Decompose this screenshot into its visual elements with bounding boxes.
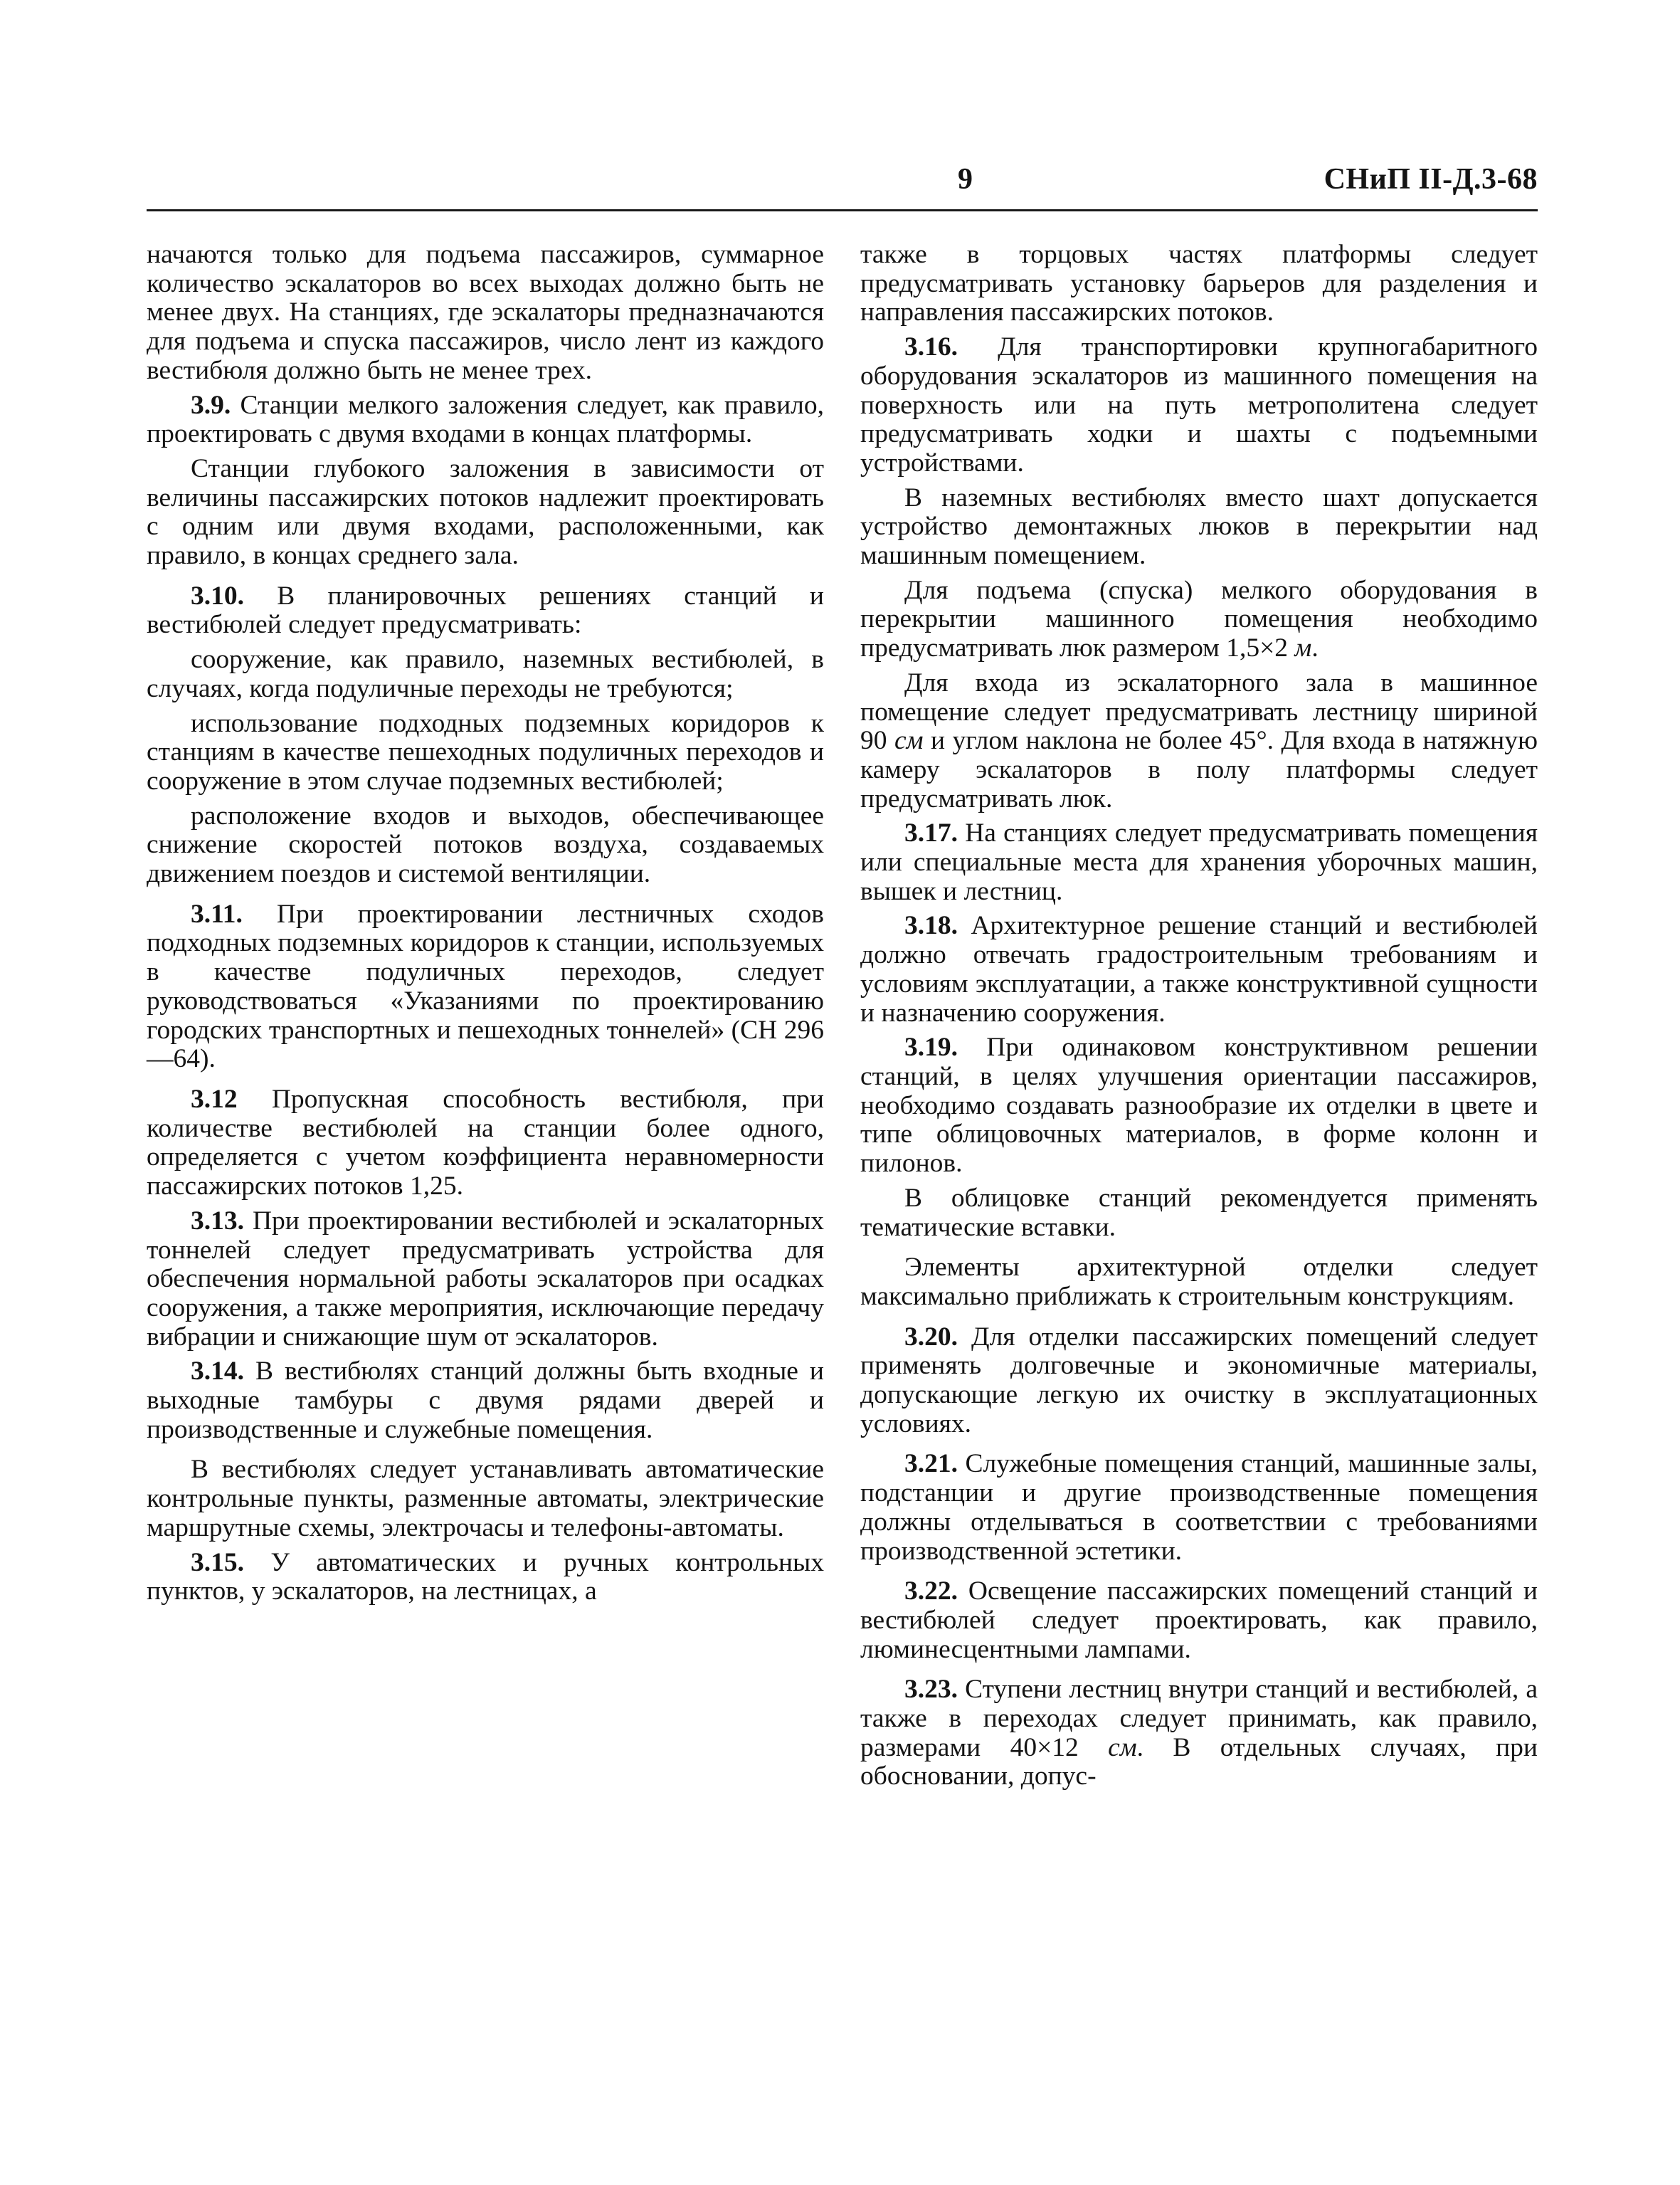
paragraph: Станции глубокого заложения в зависимости от величины пассажирских потоков надлежит проектировать с одним или двумя входами, расположенными, как правило, в концах среднего зала. [147, 453, 824, 571]
clause-3-9: 3.9. Станции мелкого заложения следует, как правило, проектировать с двумя входами в концах платформы. [147, 390, 824, 449]
page-header [147, 162, 1538, 211]
clause-number: 3.9. [191, 390, 231, 420]
clause-number: 3.21. [904, 1449, 958, 1479]
unit-label: см [894, 726, 924, 756]
paragraph: сооружение, как правило, наземных вестибюлей, в случаях, когда подуличные переходы не требуются; [147, 645, 824, 703]
clause-3-16: 3.16. Для транспортировки крупногабаритного оборудования эскалаторов из машинного помещения на поверхность или на путь метрополитена следует предусматривать ходки и шахты с подъемными устройствами. [860, 332, 1538, 478]
paragraph: Для подъема (спуска) мелкого оборудования в перекрытии машинного помещения необходимо предусматривать люк размером 1,5×2 м. [860, 575, 1538, 663]
clause-3-23: 3.23. Ступени лестниц внутри станций и вестибюлей, а также в переходах следует принимать, как правило, размерами 40×12 см. В отдельных случаях, при обосновании, допус- [860, 1675, 1538, 1791]
page-number: 9 [958, 163, 973, 196]
clause-3-15: 3.15. У автоматических и ручных контрольных пунктов, у эскалаторов, на лестницах, а [147, 1547, 824, 1606]
clause-number: 3.11. [191, 899, 243, 929]
clause-number: 3.17. [904, 818, 958, 848]
clause-3-18: 3.18. Архитектурное решение станций и вестибюлей должно отвечать градостроительным требованиям и условиям эксплуатации, а также конструктивной сущности и назначению сооружения. [860, 911, 1538, 1028]
paragraph: В облицовке станций рекомендуется применять тематические вставки. [860, 1183, 1538, 1242]
clause-number: 3.23. [904, 1675, 958, 1705]
clause-number: 3.19. [904, 1033, 958, 1063]
paragraph: также в торцовых частях платформы следует предусматривать установку барьеров для разделения и направления пассажирских потоков. [860, 240, 1538, 327]
clause-3-17: 3.17. На станциях следует предусматривать помещения или специальные места для хранения уборочных машин, вышек и лестниц. [860, 818, 1538, 906]
clause-number: 3.18. [904, 911, 958, 941]
paragraph: использование подходных подземных коридоров к станциям в качестве пешеходных подуличных переходов и сооружение в этом случае подземных вестибюлей; [147, 708, 824, 796]
clause-3-19: 3.19. При одинаковом конструктивном решении станций, в целях улучшения ориентации пассажиров, необходимо создавать разнообразие их отделки в цвете и типе облицовочных материалов, в форме колонн и пилонов. [860, 1033, 1538, 1179]
clause-number: 3.10. [191, 581, 244, 611]
paragraph: начаются только для подъема пассажиров, суммарное количество эскалаторов во всех выходах должно быть не менее двух. На станциях, где эскалаторы предназначаются для подъема и спуска пассажиров, число лент из каждого вестибюля должно быть не менее трех. [147, 240, 824, 385]
paragraph: В вестибюлях следует устанавливать автоматические контрольные пункты, разменные автоматы, электрические маршрутные схемы, электрочасы и телефоны-автоматы. [147, 1455, 824, 1542]
clause-3-21: 3.21. Служебные помещения станций, машинные залы, подстанции и другие производственные помещения должны отделываться в соответствии с требованиями производственной эстетики. [860, 1449, 1538, 1566]
paragraph: расположение входов и выходов, обеспечивающее снижение скоростей потоков воздуха, создаваемых движением поездов и системой вентиляции. [147, 801, 824, 889]
clause-3-22: 3.22. Освещение пассажирских помещений станций и вестибюлей следует проектировать, как правило, люминесцентными лампами. [860, 1576, 1538, 1664]
left-column [147, 241, 824, 1612]
clause-number: 3.20. [904, 1322, 958, 1352]
clause-number: 3.15. [191, 1547, 244, 1577]
clause-number: 3.22. [904, 1576, 958, 1606]
clause-3-20: 3.20. Для отделки пассажирских помещений следует применять долговечные и экономичные материалы, допускающие легкую их очистку в эксплуатационных условиях. [860, 1322, 1538, 1438]
paragraph: Элементы архитектурной отделки следует максимально приближать к строительным конструкциям. [860, 1253, 1538, 1311]
clause-3-10: 3.10. В планировочных решениях станций и вестибюлей следует предусматривать: [147, 581, 824, 640]
right-column [860, 241, 1538, 1797]
paragraph: Для входа из эскалаторного зала в машинное помещение следует предусматривать лестницу шириной 90 см и углом наклона не более 45°. Для входа в натяжную камеру эскалаторов в полу платформы следует предусматривать люк. [860, 668, 1538, 814]
clause-number: 3.14. [191, 1357, 244, 1386]
unit-label: м [1294, 633, 1312, 663]
paragraph: В наземных вестибюлях вместо шахт допускается устройство демонтажных люков в перекрытии над машинным помещением. [860, 483, 1538, 571]
clause-number: 3.12 [191, 1084, 238, 1114]
clause-3-12: 3.12 Пропускная способность вестибюля, при количестве вестибюлей на станции более одного, определяется с учетом коэффициента неравномерности пассажирских потоков 1,25. [147, 1084, 824, 1201]
unit-label: см [1108, 1732, 1137, 1762]
clause-3-11: 3.11. При проектировании лестничных сходов подходных подземных коридоров к станции, используемых в качестве подуличных переходов, следует руководствоваться «Указаниями по проектированию городских транспортных и пешеходных тоннелей» (СН 296—64). [147, 899, 824, 1074]
clause-3-13: 3.13. При проектировании вестибюлей и эскалаторных тоннелей следует предусматривать устройства для обеспечения нормальной работы эскалаторов при осадках сооружения, а также мероприятия, исключающие передачу вибрации и снижающие шум от эскалаторов. [147, 1206, 824, 1352]
document-code: СНиП II-Д.3-68 [1324, 163, 1538, 196]
clause-3-14: 3.14. В вестибюлях станций должны быть входные и выходные тамбуры с двумя рядами дверей и производственные и служебные помещения. [147, 1357, 824, 1444]
clause-number: 3.16. [904, 332, 958, 362]
clause-number: 3.13. [191, 1206, 244, 1236]
